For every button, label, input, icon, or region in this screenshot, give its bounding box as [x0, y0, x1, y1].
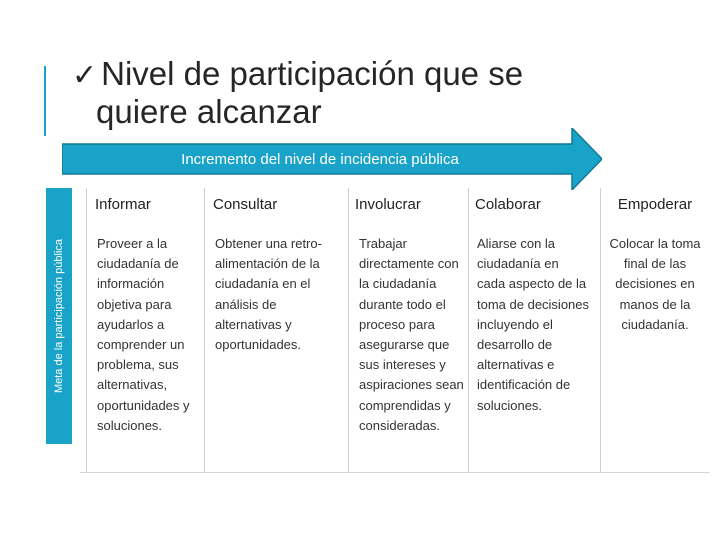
side-label: Meta de la participación pública [53, 238, 65, 394]
column-informar [86, 188, 205, 472]
column-text: Proveer a la ciudadanía de información objetiva para ayudarlos a comprender un problema, sus alternativas, oportunidades y soluciones. [97, 236, 190, 433]
title-line-1: Nivel de participación que se [101, 55, 524, 92]
column-heading: Informar [95, 196, 151, 213]
column-heading: Colaborar [475, 196, 541, 213]
column-heading: Consultar [213, 196, 278, 213]
column-text: Trabajar directamente con la ciudadanía durante todo el proceso para asegurarse que sus intereses y aspiraciones sean comprendidas y consideradas. [359, 236, 464, 433]
column-heading: Involucrar [355, 196, 421, 213]
column-colaborar [468, 188, 601, 472]
slide-title [72, 56, 523, 130]
title-line-2: quiere alcanzar [96, 93, 322, 130]
arrow-label: Incremento del nivel de incidencia pública [181, 151, 459, 168]
column-consultar [204, 188, 349, 472]
bottom-rule [80, 472, 710, 473]
column-involucrar [348, 188, 469, 472]
column-text: Colocar la toma final de las decisiones en manos de la ciudadanía. [609, 236, 701, 332]
column-empoderar [600, 188, 709, 472]
checkmark-icon: ✓ [72, 59, 98, 92]
participation-table [80, 188, 710, 472]
column-heading: Empoderar [617, 196, 693, 213]
column-text: Aliarse con la ciudadanía en cada aspecto de la toma de decisiones incluyendo el desarrollo de alternativas e identificación de soluciones. [477, 236, 590, 413]
accent-bar [44, 66, 46, 136]
column-text: Obtener una retro-alimentación de la ciudadanía en el análisis de alternativas y oportunidades. [215, 236, 322, 353]
